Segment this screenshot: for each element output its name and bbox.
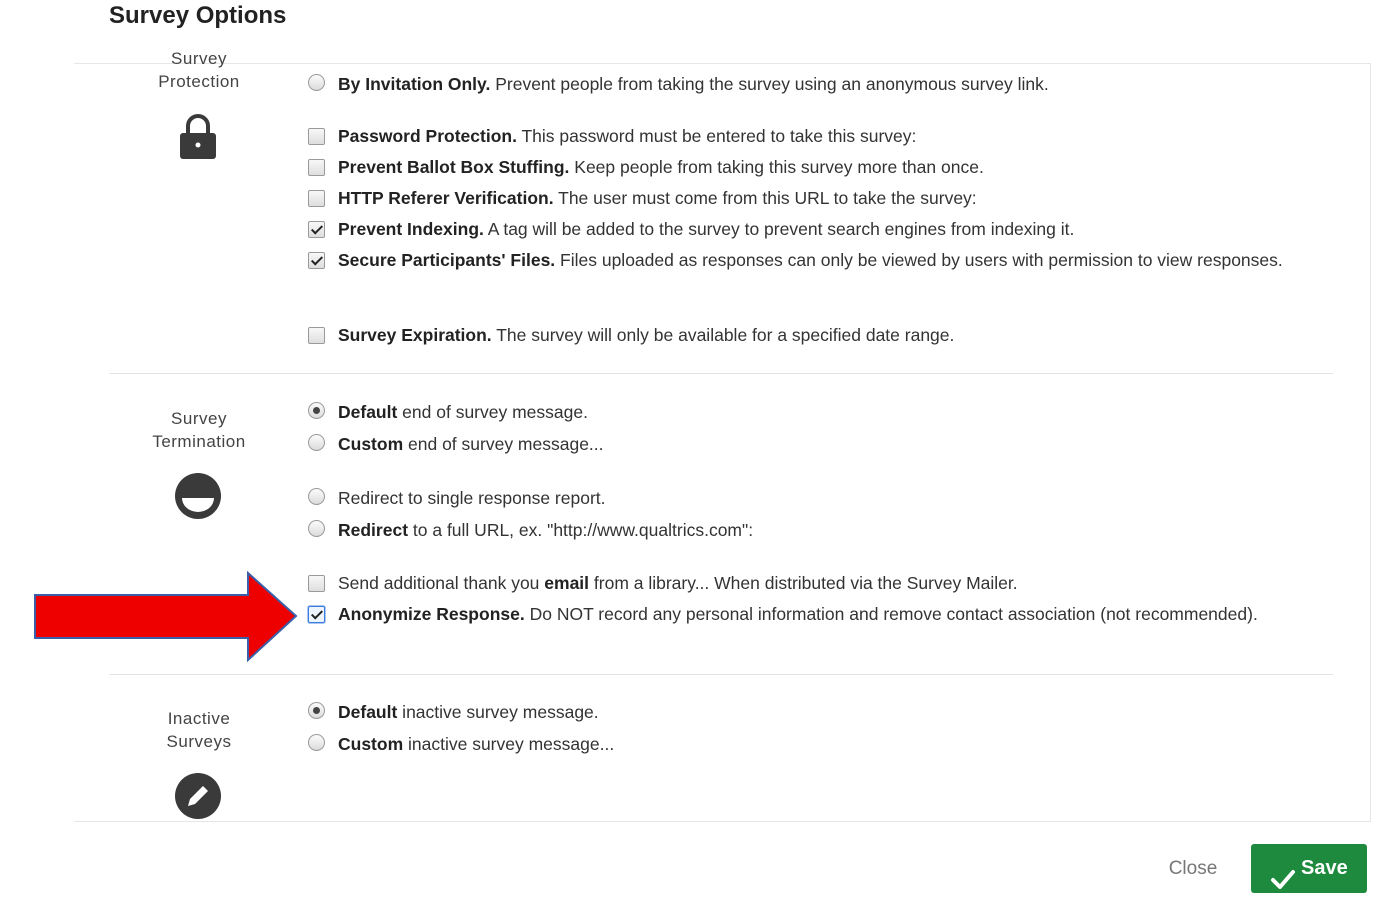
option-bold: Default (338, 702, 398, 722)
password-protection-text (338, 125, 916, 148)
option-text: Do NOT record any personal information and remove contact association (not recommended). (524, 604, 1258, 624)
ballot-box-checkbox[interactable] (308, 159, 325, 176)
survey-expiration-checkbox[interactable] (308, 327, 325, 344)
save-button[interactable] (1251, 844, 1367, 893)
custom-end-text (338, 433, 604, 456)
section-label-line2: Protection (158, 72, 240, 91)
anonymize-checkbox[interactable] (308, 606, 325, 623)
section-label-line1: Survey (171, 49, 227, 68)
option-bold: Redirect (338, 520, 409, 540)
option-bold: Prevent Ballot Box Stuffing. (338, 157, 570, 177)
option-text: A tag will be added to the survey to prevent search engines from indexing it. (483, 219, 1075, 239)
option-text: from a library... When distributed via the Survey Mailer. (589, 573, 1018, 593)
pencil-icon (174, 772, 222, 825)
section-divider (109, 674, 1333, 675)
option-bold: Prevent Indexing. (338, 219, 484, 239)
prevent-indexing-checkbox[interactable] (308, 221, 325, 238)
option-bold: Secure Participants' Files. (338, 250, 556, 270)
email-link[interactable]: email (544, 573, 590, 593)
prevent-indexing-text (338, 218, 1074, 241)
thank-you-email-checkbox[interactable] (308, 575, 325, 592)
section-label-line2: Surveys (166, 732, 232, 751)
custom-inactive-radio[interactable] (308, 734, 325, 751)
survey-expiration-text (338, 324, 954, 347)
option-bold: Anonymize Response. (338, 604, 525, 624)
option-text: to a full URL, ex. "http://www.qualtrics.com": (408, 520, 754, 540)
option-bold: Password Protection. (338, 126, 517, 146)
ballot-box-text (338, 156, 984, 179)
option-text: inactive survey message... (403, 734, 615, 754)
default-end-text (338, 401, 588, 424)
option-text: Keep people from taking this survey more than once. (569, 157, 984, 177)
lock-icon (179, 114, 217, 165)
redirect-report-radio[interactable] (308, 488, 325, 505)
http-referer-text (338, 187, 977, 210)
section-label-line2: Termination (152, 432, 246, 451)
option-text: inactive survey message. (397, 702, 599, 722)
save-label: Save (1301, 857, 1348, 879)
section-label-termination (109, 407, 289, 453)
dialog-title: Survey Options (109, 2, 287, 29)
thank-you-email-text (338, 572, 1018, 595)
option-bold: Custom (338, 734, 404, 754)
option-bold: Custom (338, 434, 404, 454)
section-label-line1: Inactive (167, 709, 231, 728)
anonymize-text (338, 603, 1288, 626)
section-label-line1: Survey (171, 409, 227, 428)
option-pre-text: Send additional thank you (338, 573, 545, 593)
custom-inactive-text (338, 733, 614, 756)
option-text: This password must be entered to take this survey: (516, 126, 917, 146)
password-protection-checkbox[interactable] (308, 128, 325, 145)
option-bold: HTTP Referer Verification. (338, 188, 554, 208)
by-invitation-text (338, 73, 1049, 96)
section-divider (109, 373, 1333, 374)
option-bold: By Invitation Only. (338, 74, 491, 94)
end-icon (174, 472, 222, 525)
option-bold: Default (338, 402, 398, 422)
secure-files-text (338, 249, 1288, 272)
checkmark-icon (1271, 859, 1295, 908)
http-referer-checkbox[interactable] (308, 190, 325, 207)
options-scroll-area[interactable] (74, 49, 1371, 822)
secure-files-checkbox[interactable] (308, 252, 325, 269)
by-invitation-radio[interactable] (308, 74, 325, 91)
default-end-radio[interactable] (308, 402, 325, 419)
custom-end-radio[interactable] (308, 434, 325, 451)
redirect-url-radio[interactable] (308, 520, 325, 537)
option-text: end of survey message. (397, 402, 588, 422)
annotation-arrow (34, 572, 298, 667)
option-text: Redirect to single response report. (338, 488, 606, 508)
option-bold: Survey Expiration. (338, 325, 492, 345)
redirect-url-text (338, 519, 753, 542)
option-text: end of survey message... (403, 434, 604, 454)
option-text: Files uploaded as responses can only be viewed by users with permission to view responses. (555, 250, 1283, 270)
section-label-protection (109, 47, 289, 93)
close-button[interactable]: Close (1168, 858, 1218, 879)
redirect-report-text (338, 487, 606, 510)
option-text: Prevent people from taking the survey using an anonymous survey link. (490, 74, 1049, 94)
default-inactive-radio[interactable] (308, 702, 325, 719)
option-text: The survey will only be available for a specified date range. (491, 325, 955, 345)
default-inactive-text (338, 701, 599, 724)
option-text: The user must come from this URL to take the survey: (553, 188, 977, 208)
section-label-inactive (109, 707, 289, 753)
